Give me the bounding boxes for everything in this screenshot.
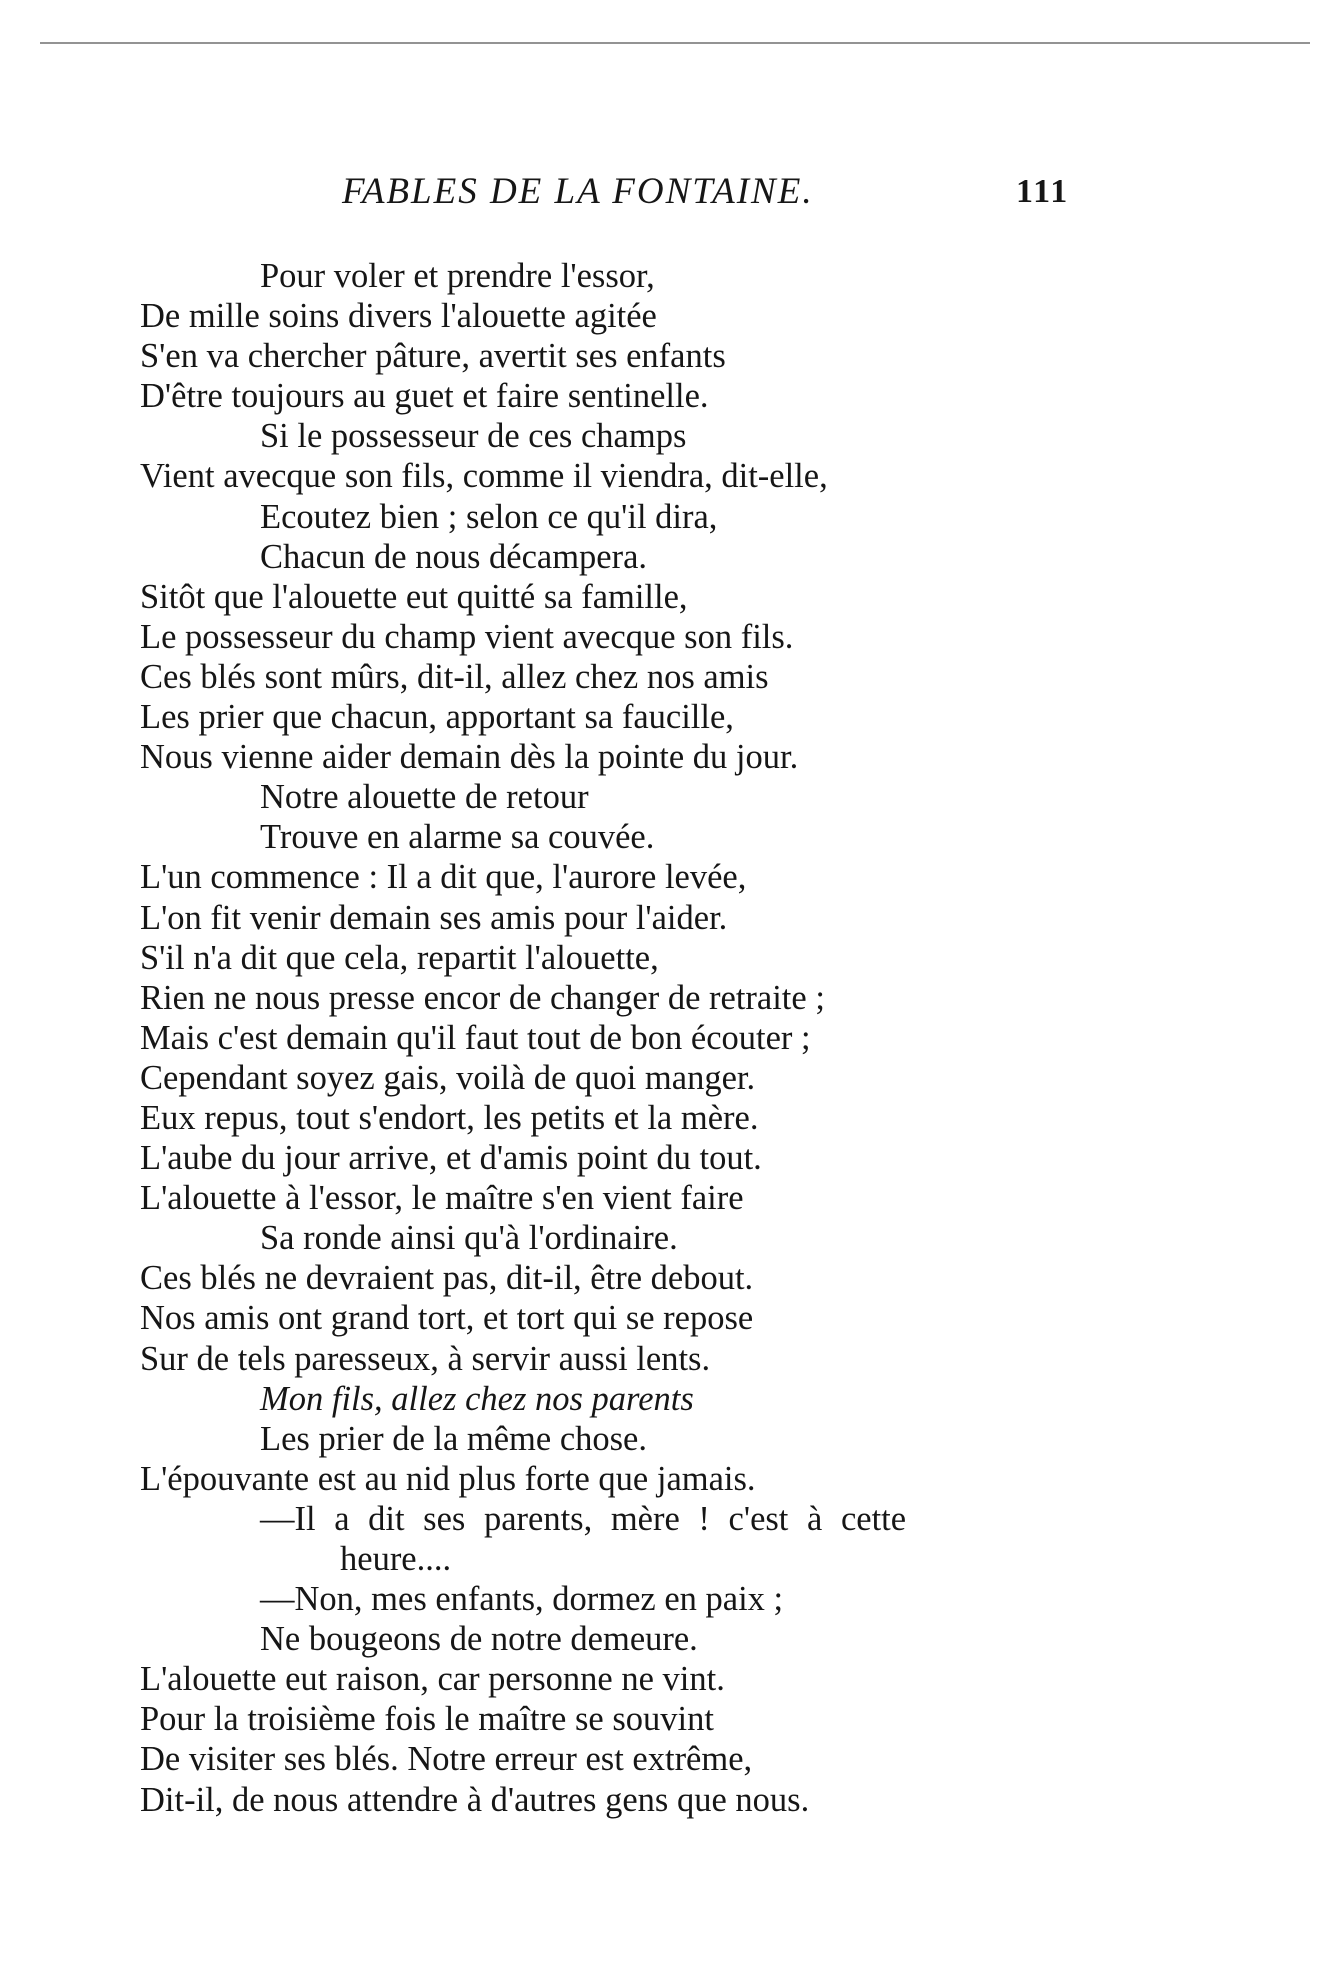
poem-line: L'aube du jour arrive, et d'amis point du tout.	[140, 1139, 762, 1178]
poem-line: Les prier que chacun, apportant sa faucille,	[140, 698, 734, 737]
page-number: 111	[1016, 173, 1070, 210]
poem-line: L'on fit venir demain ses amis pour l'aider.	[140, 898, 728, 937]
poem-text	[140, 256, 1180, 1820]
poem-line: —Non, mes enfants, dormez en paix ;	[260, 1580, 784, 1619]
poem-line: Ces blés sont mûrs, dit-il, allez chez nos amis	[140, 657, 769, 696]
poem-line: heure....	[340, 1540, 452, 1578]
poem-line: Sitôt que l'alouette eut quitté sa famille,	[140, 577, 688, 616]
poem-line: Ces blés ne devraient pas, dit-il, être debout.	[140, 1259, 754, 1298]
page-header	[0, 168, 1341, 216]
poem-line: S'en va chercher pâture, avertit ses enfants	[140, 337, 726, 376]
poem-line: Les prier de la même chose.	[260, 1419, 647, 1458]
poem-line: Mon fils, allez chez nos parents	[260, 1379, 694, 1418]
poem-line: L'un commence : Il a dit que, l'aurore levée,	[140, 858, 747, 897]
poem-line: Sa ronde ainsi qu'à l'ordinaire.	[260, 1219, 678, 1258]
poem-line: De visiter ses blés. Notre erreur est extrême,	[140, 1740, 753, 1779]
poem-line: Notre alouette de retour	[260, 778, 589, 817]
poem-line: Si le possesseur de ces champs	[260, 417, 687, 456]
poem-line: Cependant soyez gais, voilà de quoi manger.	[140, 1058, 756, 1097]
poem-line: Le possesseur du champ vient avecque son fils.	[140, 617, 794, 656]
poem-line: Ecoutez bien ; selon ce qu'il dira,	[260, 497, 718, 536]
poem-line: De mille soins divers l'alouette agitée	[140, 297, 657, 336]
poem-line: Sur de tels paresseux, à servir aussi lents.	[140, 1339, 711, 1378]
poem-line: L'alouette eut raison, car personne ne vint.	[140, 1660, 725, 1699]
poem-line: —Il a dit ses parents, mère ! c'est à cette	[260, 1499, 907, 1538]
poem-line: Dit-il, de nous attendre à d'autres gens que nous.	[140, 1780, 810, 1819]
poem-line: Ne bougeons de notre demeure.	[260, 1620, 698, 1659]
poem-line: Chacun de nous décampera.	[260, 537, 648, 576]
poem-line: L'alouette à l'essor, le maître s'en vient faire	[140, 1179, 744, 1218]
poem-line: S'il n'a dit que cela, repartit l'alouette,	[140, 938, 659, 977]
poem-line: Eux repus, tout s'endort, les petits et la mère.	[140, 1098, 759, 1137]
running-title: FABLES DE LA FONTAINE.	[342, 171, 814, 212]
top-rule	[40, 42, 1310, 44]
poem-line: Vient avecque son fils, comme il viendra, dit-elle,	[140, 457, 828, 496]
poem-line: D'être toujours au guet et faire sentinelle.	[140, 377, 709, 416]
poem-line: Nos amis ont grand tort, et tort qui se repose	[140, 1299, 754, 1338]
poem-line: Pour la troisième fois le maître se souvint	[140, 1700, 714, 1739]
poem-line: Rien ne nous presse encor de changer de retraite ;	[140, 978, 825, 1017]
poem-line: Nous vienne aider demain dès la pointe du jour.	[140, 738, 799, 777]
poem-line: Mais c'est demain qu'il faut tout de bon écouter ;	[140, 1018, 811, 1057]
poem-line: Trouve en alarme sa couvée.	[260, 818, 655, 857]
poem-line: Pour voler et prendre l'essor,	[260, 257, 655, 295]
poem-line: L'épouvante est au nid plus forte que jamais.	[140, 1459, 756, 1498]
